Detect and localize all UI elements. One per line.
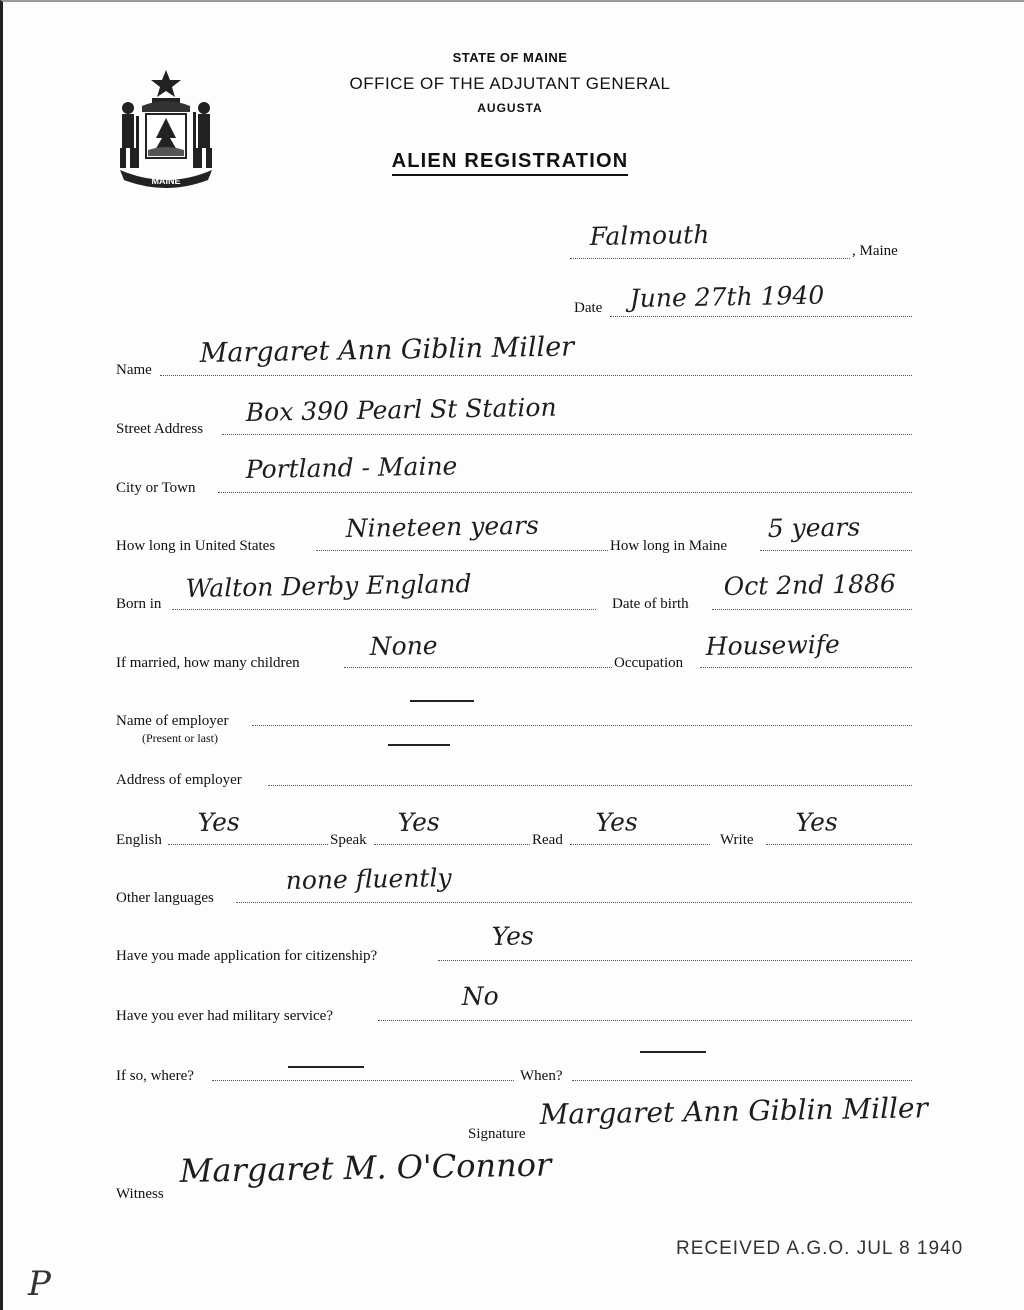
name-label: Name — [116, 362, 152, 378]
write-label: Write — [720, 832, 754, 848]
city-value: Portland - Maine — [245, 451, 458, 484]
years-in-us-value: Nineteen years — [345, 510, 540, 543]
english-label: English — [116, 832, 162, 848]
occupation-value: Housewife — [705, 629, 841, 661]
city-heading: AUGUSTA — [477, 101, 543, 115]
city-or-town-label: City or Town — [116, 480, 196, 496]
write-value: Yes — [795, 807, 838, 837]
years-in-us-label: How long in United States — [116, 538, 276, 554]
employer-blank-dash — [410, 700, 474, 702]
witness-value: Margaret M. O'Connor — [179, 1145, 552, 1190]
years-in-maine-label: How long in Maine — [610, 538, 728, 554]
read-label: Read — [532, 832, 563, 848]
years-in-maine-line — [760, 550, 912, 551]
form-title — [300, 150, 720, 173]
citizenship-value: Yes — [491, 921, 534, 951]
name-value: Margaret Ann Giblin Miller — [199, 331, 575, 369]
children-value: None — [369, 630, 438, 661]
received-stamp: RECEIVED A.G.O. JUL 8 1940 — [676, 1238, 964, 1259]
speak-value: Yes — [397, 807, 440, 837]
date-line — [610, 316, 912, 317]
other-languages-line — [236, 902, 912, 903]
signature-value: Margaret Ann Giblin Miller — [539, 1091, 929, 1131]
name-line — [160, 375, 912, 376]
witness-label: Witness — [116, 1186, 164, 1202]
children-label: If married, how many children — [116, 655, 300, 671]
speak-label: Speak — [330, 832, 367, 848]
employer-label: Name of employer — [116, 713, 229, 729]
when-blank-dash — [640, 1051, 706, 1053]
born-in-line — [172, 609, 596, 610]
when-line — [572, 1080, 912, 1081]
date-value: June 27th 1940 — [629, 280, 825, 313]
street-address-label: Street Address — [116, 421, 204, 437]
if-so-where-label: If so, where? — [116, 1068, 194, 1084]
corner-pencil-mark: P — [28, 1264, 51, 1304]
street-value: Box 390 Pearl St Station — [245, 392, 557, 427]
other-languages-value: none fluently — [285, 863, 452, 895]
town-suffix-label: , Maine — [852, 243, 898, 259]
born-in-label: Born in — [116, 596, 162, 612]
read-value: Yes — [595, 807, 638, 837]
citizenship-label: Have you made application for citizenship? — [116, 948, 378, 964]
date-of-birth-value: Oct 2nd 1886 — [723, 569, 897, 601]
street-line — [222, 434, 912, 435]
when-label: When? — [520, 1068, 563, 1084]
military-service-label: Have you ever had military service? — [116, 1008, 333, 1024]
occupation-line — [700, 667, 912, 668]
where-line — [212, 1080, 514, 1081]
date-label: Date — [574, 300, 603, 316]
where-blank-dash — [288, 1066, 364, 1068]
employer-address-label: Address of employer — [116, 772, 242, 788]
years-in-maine-value: 5 years — [767, 512, 861, 543]
military-value: No — [461, 981, 499, 1011]
born-in-value: Walton Derby England — [185, 569, 472, 603]
town-value: Falmouth — [589, 219, 710, 251]
svg-text:MAINE: MAINE — [151, 176, 181, 186]
speak-line — [374, 844, 530, 845]
date-of-birth-label: Date of birth — [612, 596, 689, 612]
town-line — [570, 258, 850, 259]
employer-sub-label: (Present or last) — [142, 731, 218, 745]
city-line — [218, 492, 912, 493]
employer-line — [252, 725, 912, 726]
state-heading: STATE OF MAINE — [452, 50, 568, 65]
office-heading: OFFICE OF THE ADJUTANT GENERAL — [349, 74, 671, 93]
years-in-us-line — [316, 550, 608, 551]
citizenship-line — [438, 960, 912, 961]
employer-address-line — [268, 785, 912, 786]
read-line — [570, 844, 710, 845]
children-line — [344, 667, 612, 668]
maine-state-seal — [112, 66, 220, 188]
form-title-text: ALIEN REGISTRATION — [392, 150, 629, 176]
military-line — [378, 1020, 912, 1021]
occupation-label: Occupation — [614, 655, 684, 671]
english-line — [168, 844, 328, 845]
other-languages-label: Other languages — [116, 890, 214, 906]
english-value: Yes — [197, 807, 240, 837]
write-line — [766, 844, 912, 845]
dob-line — [712, 609, 912, 610]
signature-label: Signature — [468, 1126, 526, 1142]
employer-address-blank-dash — [388, 744, 450, 746]
